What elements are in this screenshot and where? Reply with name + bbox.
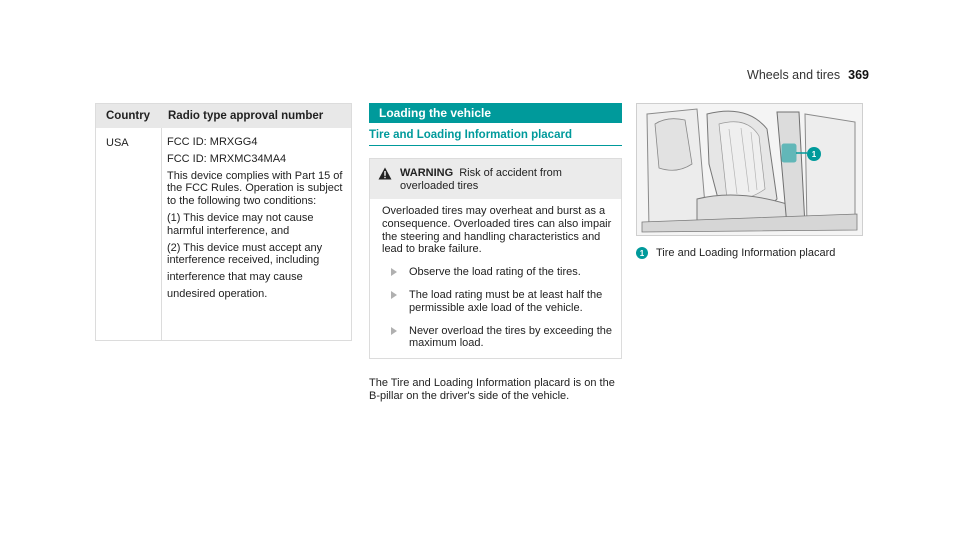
placard-illustration bbox=[636, 103, 863, 236]
approval-line: FCC ID: MRXGG4 bbox=[167, 136, 258, 148]
warning-step bbox=[382, 266, 613, 279]
arrow-right-icon bbox=[391, 327, 397, 335]
column-header-approval: Radio type approval number bbox=[168, 110, 324, 122]
caption-text: Tire and Loading Information placard bbox=[656, 247, 836, 259]
step-text: Observe the load rating of the tires. bbox=[409, 266, 581, 279]
warning-intro: Overloaded tires may overheat and burst as a consequence. Overloaded tires can also impair the steering and handling characteristics and lead to brake failure. bbox=[382, 205, 612, 256]
table-row bbox=[96, 128, 351, 340]
cell-country: USA bbox=[96, 128, 162, 340]
warning-step bbox=[382, 289, 613, 315]
warning-header bbox=[370, 159, 621, 199]
page-number: 369 bbox=[848, 68, 869, 82]
callout-badge: 1 bbox=[807, 147, 821, 161]
section-title: Loading the vehicle bbox=[369, 103, 622, 123]
arrow-right-icon bbox=[391, 268, 397, 276]
page-header bbox=[747, 68, 869, 82]
cell-approval bbox=[162, 128, 351, 340]
section-name: Wheels and tires bbox=[747, 68, 841, 82]
callout-badge: 1 bbox=[636, 247, 648, 259]
figure-caption bbox=[636, 247, 835, 259]
warning-body bbox=[370, 199, 621, 358]
loading-section bbox=[369, 103, 622, 403]
arrow-right-icon bbox=[391, 291, 397, 299]
warning-step bbox=[382, 325, 613, 351]
approval-line: FCC ID: MRXMC34MA4 bbox=[167, 152, 287, 165]
table-header bbox=[96, 104, 351, 128]
vehicle-interior-drawing bbox=[637, 104, 862, 235]
radio-approval-table bbox=[95, 103, 352, 341]
approval-line: interference that may cause bbox=[167, 271, 303, 284]
placard-location-note: The Tire and Loading Information placard is on the B-pillar on the driver's side of the vehicle. bbox=[369, 377, 615, 403]
warning-headline: Risk of accident from overloaded tires bbox=[400, 167, 562, 192]
step-text: The load rating must be at least half the permissible axle load of the vehicle. bbox=[409, 288, 603, 314]
step-text: Never overload the tires by exceeding the maximum load. bbox=[409, 324, 613, 350]
warning-label: WARNING bbox=[400, 167, 454, 179]
approval-line: (2) This device must accept any interference received, including bbox=[167, 241, 323, 267]
warning-box bbox=[369, 158, 622, 359]
column-header-country: Country bbox=[106, 110, 151, 122]
approval-line: This device complies with Part 15 of the FCC Rules. Operation is subject to the following two conditions: bbox=[167, 169, 343, 208]
warning-text bbox=[400, 167, 613, 193]
approval-line: undesired operation. bbox=[167, 287, 268, 300]
warning-triangle-icon bbox=[378, 167, 392, 180]
subsection-title: Tire and Loading Information placard bbox=[369, 129, 622, 146]
approval-line: (1) This device may not cause harmful interference, and bbox=[167, 211, 314, 237]
